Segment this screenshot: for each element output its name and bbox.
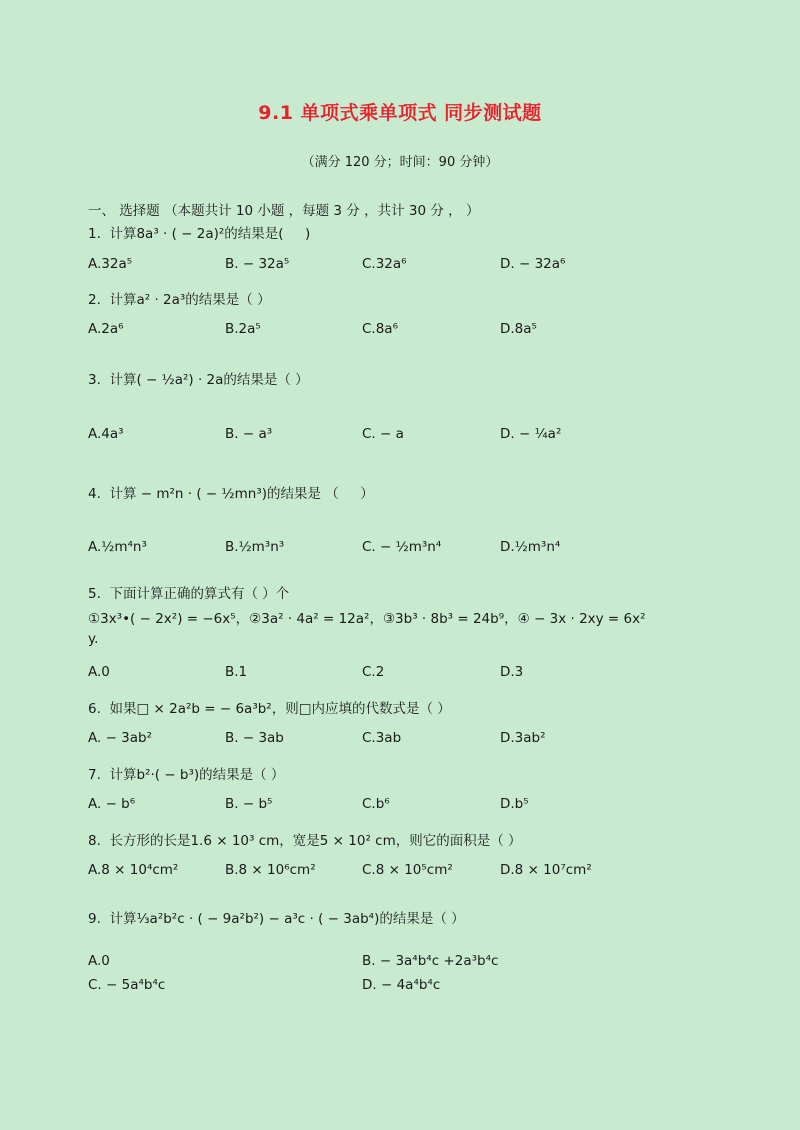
option-c: C. − a <box>362 426 404 442</box>
question-stem: 7. 计算b²·( − b³)的结果是（ ） <box>88 767 285 783</box>
option-c: C.b⁶ <box>362 796 390 812</box>
option-b: B. − 3ab <box>225 730 284 746</box>
question-stem: 3. 计算( − ½a²) · 2a的结果是（ ） <box>88 372 309 388</box>
option-c: C.32a⁶ <box>362 256 407 272</box>
question-stem: 1. 计算8a³ · ( − 2a)²的结果是( ) <box>88 226 311 242</box>
section-heading: 一、 选择题 （本题共计 10 小题 ，每题 3 分 ，共计 30 分 ， ） <box>88 203 480 219</box>
option-b: B. − 32a⁵ <box>225 256 290 272</box>
question-stem: 8. 长方形的长是1.6 × 10³ cm，宽是5 × 10² cm，则它的面积是（ ） <box>88 833 522 849</box>
option-d: D.3ab² <box>500 730 546 746</box>
option-a: A.4a³ <box>88 426 124 442</box>
question-stem: 6. 如果□ × 2a²b = − 6a³b²，则□内应填的代数式是（ ） <box>88 701 451 717</box>
option-d: D. − 4a⁴b⁴c <box>362 977 441 993</box>
question-stem: 5. 下面计算正确的算式有（ ）个 <box>88 586 290 602</box>
option-b: B.8 × 10⁶cm² <box>225 862 316 878</box>
option-c: C.8a⁶ <box>362 321 398 337</box>
question-stem: 9. 计算⅓a²b²c · ( − 9a²b²) − a³c · ( − 3ab⁴)的结果是（ ） <box>88 911 465 927</box>
option-b: B.2a⁵ <box>225 321 261 337</box>
option-d: D.8a⁵ <box>500 321 537 337</box>
option-a: A.32a⁵ <box>88 256 133 272</box>
question-statements-cont: y. <box>88 631 99 647</box>
option-d: D. − 32a⁶ <box>500 256 566 272</box>
question-statements: ①3x³•( − 2x²) = −6x⁵，②3a² · 4a² = 12a²，③3b³ · 8b³ = 24b⁹，④ − 3x · 2xy = 6x² <box>88 611 646 627</box>
option-b: B. − a³ <box>225 426 273 442</box>
option-d: D.8 × 10⁷cm² <box>500 862 592 878</box>
option-b: B.1 <box>225 664 248 680</box>
option-c: C. − ½m³n⁴ <box>362 539 442 555</box>
option-a: A.2a⁶ <box>88 321 124 337</box>
option-a: A.8 × 10⁴cm² <box>88 862 179 878</box>
option-b: B.½m³n³ <box>225 539 285 555</box>
exam-info: （满分 120 分；时间：90 分钟） <box>301 155 499 170</box>
option-a: A.½m⁴n³ <box>88 539 147 555</box>
option-d: D.3 <box>500 664 524 680</box>
option-c: C.8 × 10⁵cm² <box>362 862 453 878</box>
option-c: C. − 5a⁴b⁴c <box>88 977 166 993</box>
question-stem: 2. 计算a² · 2a³的结果是（ ） <box>88 292 271 308</box>
option-b: B. − 3a⁴b⁴c +2a³b⁴c <box>362 953 499 969</box>
option-b: B. − b⁵ <box>225 796 273 812</box>
option-a: A.0 <box>88 953 110 969</box>
page-title: 9.1 单项式乘单项式 同步测试题 <box>258 102 542 124</box>
option-c: C.3ab <box>362 730 402 746</box>
option-c: C.2 <box>362 664 385 680</box>
option-a: A. − b⁶ <box>88 796 136 812</box>
option-d: D.½m³n⁴ <box>500 539 561 555</box>
option-a: A. − 3ab² <box>88 730 153 746</box>
question-stem: 4. 计算 − m²n · ( − ½mn³)的结果是 （ ） <box>88 486 374 502</box>
option-a: A.0 <box>88 664 110 680</box>
option-d: D.b⁵ <box>500 796 529 812</box>
option-d: D. − ¼a² <box>500 426 562 442</box>
